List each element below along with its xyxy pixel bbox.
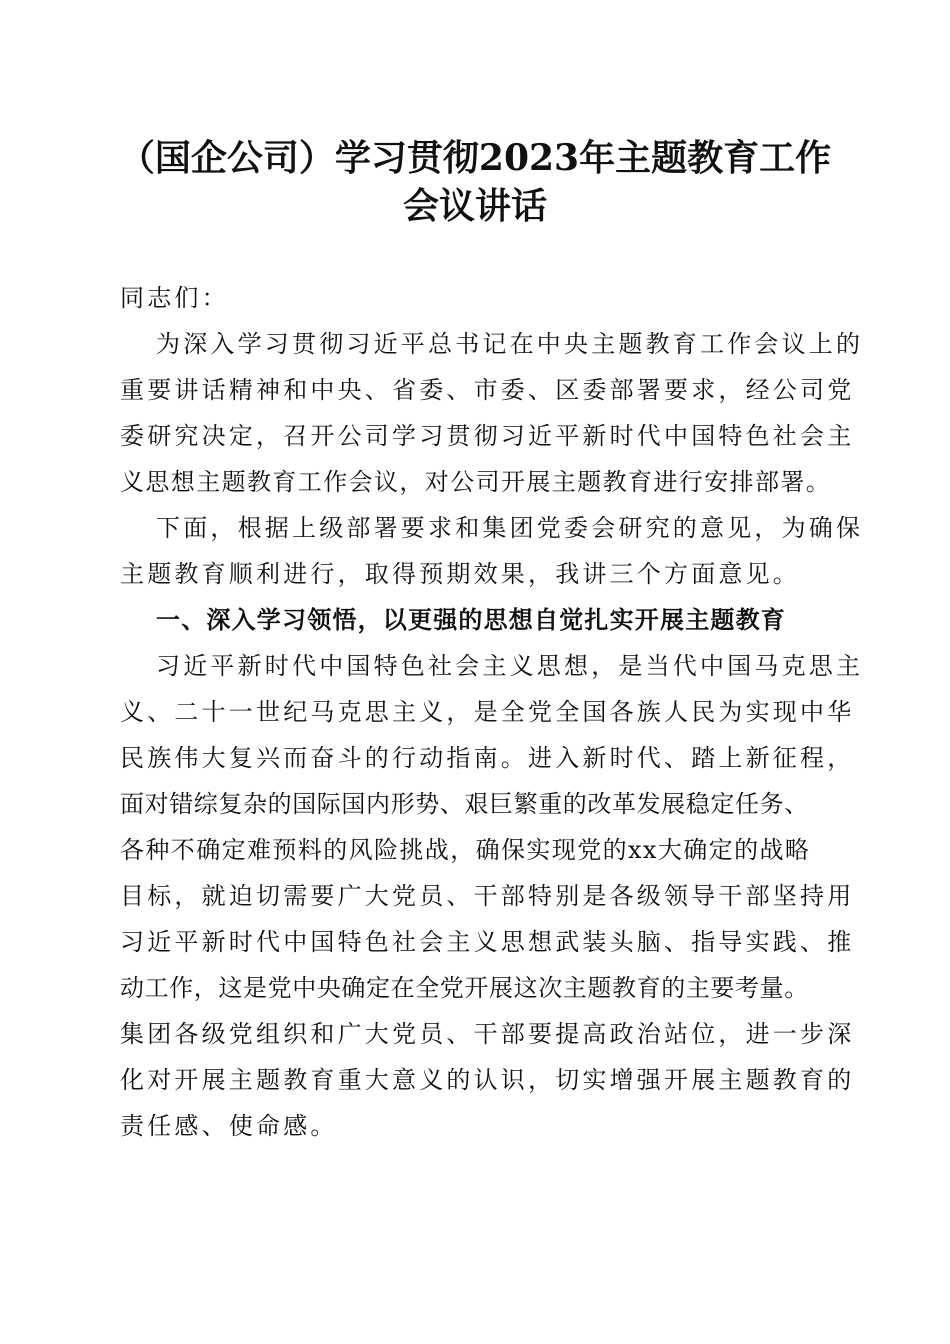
paragraph-line: 责任感、使命感。 xyxy=(120,1112,338,1140)
paragraph-line: 化对开展主题教育重大意义的认识，切实增强开展主题教育的 xyxy=(120,1066,855,1094)
paragraph-line: 面对错综复杂的国际国内形势、艰巨繁重的改革发展稳定任务、 xyxy=(120,790,809,818)
section-heading: 一、深入学习领悟，以更强的思想自觉扎实开展主题教育 xyxy=(156,606,786,634)
paragraph-line: 目标，就迫切需要广大党员、干部特别是各级领导干部坚持用 xyxy=(120,882,855,910)
paragraph-line: 集团各级党组织和广大党员、干部要提高政治站位，进一步深 xyxy=(120,1020,855,1048)
paragraph-line: 习近平新时代中国特色社会主义思想，是当代中国马克思主 xyxy=(156,652,864,680)
paragraph-line: 重要讲话精神和中央、省委、市委、区委部署要求，经公司党 xyxy=(120,376,855,404)
title-line-1: （国企公司）学习贯彻2023年主题教育工作 xyxy=(118,137,832,179)
paragraph-line: 习近平新时代中国特色社会主义思想武装头脑、指导实践、推 xyxy=(120,928,855,956)
paragraph-line: 主题教育顺利进行，取得预期效果，我讲三个方面意见。 xyxy=(120,560,800,588)
document-title xyxy=(100,134,850,230)
paragraph-line: 动工作，这是党中央确定在全党开展这次主题教育的主要考量。 xyxy=(120,974,809,1002)
salutation: 同志们： xyxy=(120,284,229,312)
paragraph-line: 民族伟大复兴而奋斗的行动指南。进入新时代、踏上新征程， xyxy=(120,744,855,772)
document-body xyxy=(120,275,864,1149)
paragraph-line: 为深入学习贯彻习近平总书记在中央主题教育工作会议上的 xyxy=(156,330,864,358)
paragraph-line: 下面，根据上级部署要求和集团党委会研究的意见，为确保 xyxy=(156,514,864,542)
paragraph-line: 委研究决定，召开公司学习贯彻习近平新时代中国特色社会主 xyxy=(120,422,855,450)
title-line-2: 会议讲话 xyxy=(402,185,547,227)
paragraph-line: 义思想主题教育工作会议，对公司开展主题教育进行安排部署。 xyxy=(120,468,832,496)
paragraph-line: 义、二十一世纪马克思主义，是全党全国各族人民为实现中华 xyxy=(120,698,855,726)
paragraph-line: 各种不确定难预料的风险挑战，确保实现党的xx大确定的战略 xyxy=(120,836,811,864)
